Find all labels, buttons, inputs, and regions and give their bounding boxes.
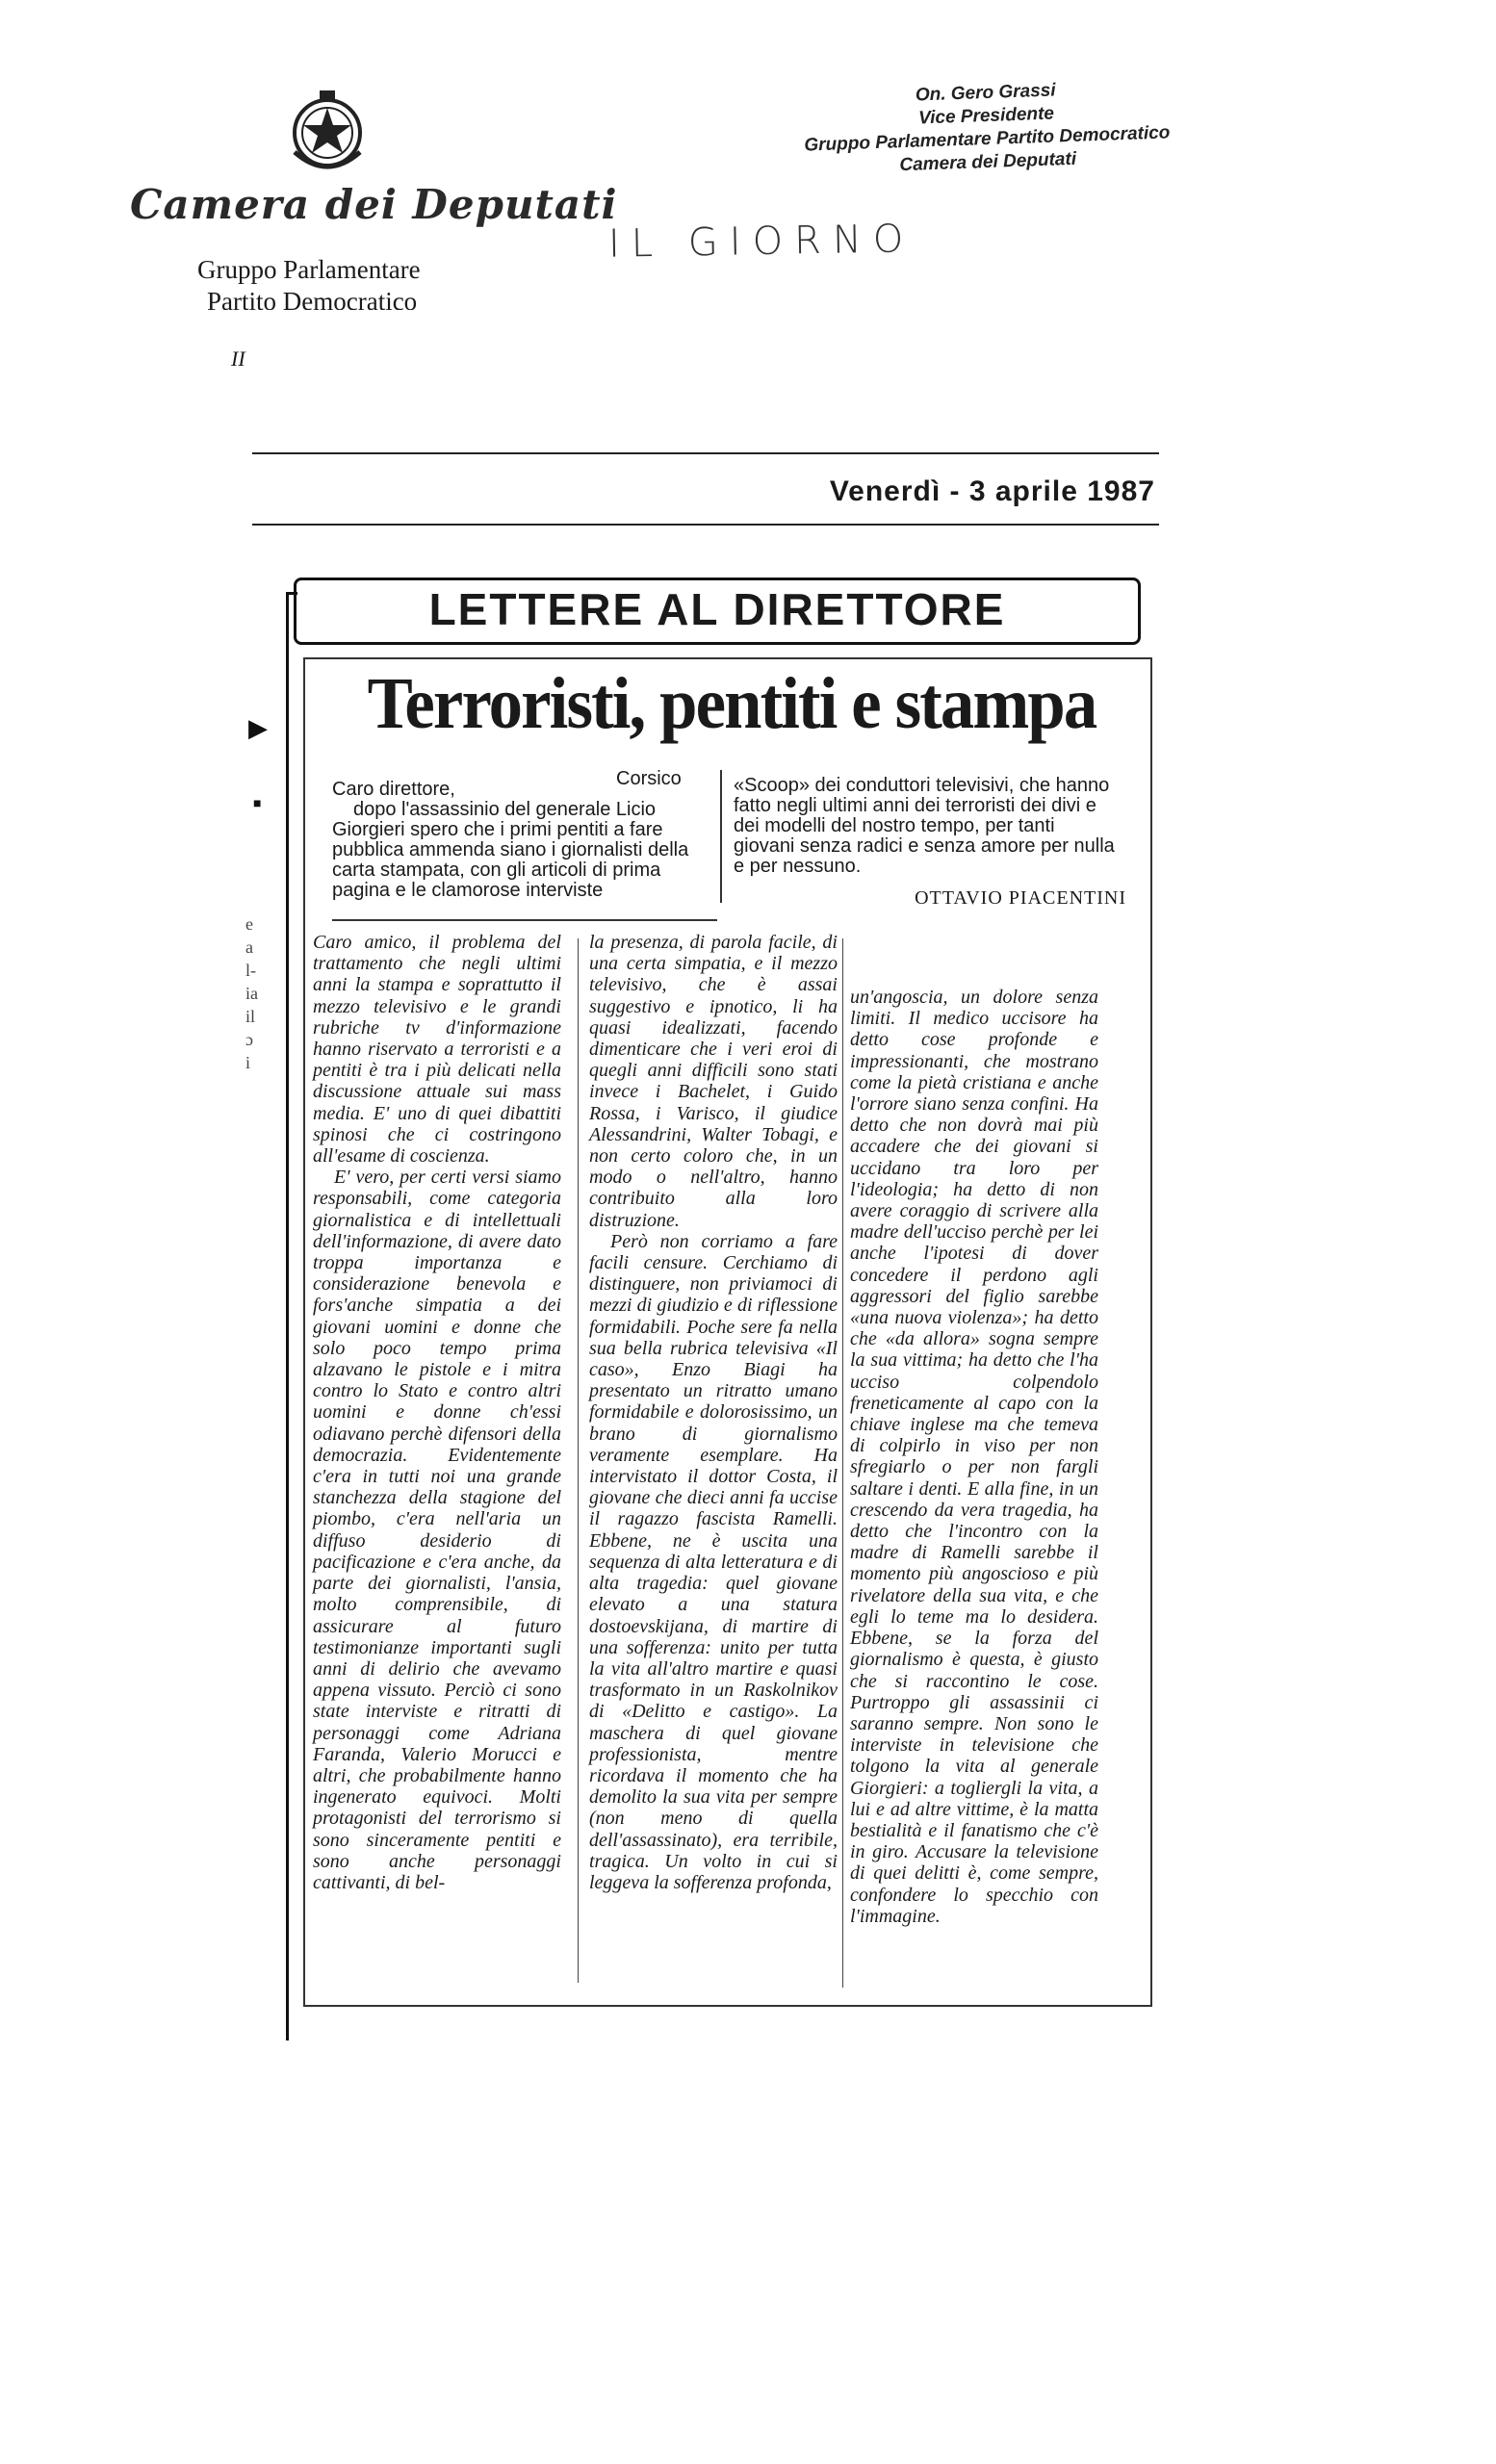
letterhead-partito: Partito Democratico xyxy=(207,287,418,310)
column-divider xyxy=(842,938,843,1988)
header-rule-top xyxy=(252,452,1159,454)
letter-divider xyxy=(720,770,722,903)
margin-fragment: il xyxy=(245,1007,256,1026)
reply-paragraph: un'angoscia, un dolore senza limiti. Il medico uccisore ha detto cose profonde e impressionanti, che mostrano come la pietà cristiana e anche l'orrore siano senza confini. Ha detto che non dovrà mai più accadere che dei giovani si uccidano tra loro per l'ideologia; ha detto di non avere coraggio di scrivere alla madre dell'ucciso perchè per lei anche l'ipotesi di dover concedere il perdono agli aggressori del figlio sarebbe «una nuova violenza»; ha detto che «da allora» sogna sempre la sua vittima; ha detto che l'ha ucciso colpendolo freneticamente al capo con la chiave inglese ma che temeva di colpirlo in viso per non sfregiarlo o per non fargli saltare i denti. E alla fine, in un crescendo da vera tragedia, ha detto che l'incontro con la madre di Ramelli sarebbe il momento più angoscioso e più rivelatore della sua vita, e che egli lo teme ma lo desidera. Ebbene, se la forza del giornalismo è questa, è giusto che si raccontino le cose. Purtroppo gli assassinii ci saranno sempre. Non sono le interviste in televisione che tolgono la vita al generale Giorgieri: a togliergli la vita, a lui e ad altre vittime, è la matta bestialità e il fanatismo che c'è in giro. Accusare la televisione di quei delitti è, come sempre, confondere lo specchio con l'immagine. xyxy=(850,987,1098,1927)
reply-column-2 xyxy=(589,932,838,1893)
reply-paragraph: E' vero, per certi versi siamo responsabili, come categoria giornalistica e di intellettuali dell'informazione, di avere dato troppa importanza e considerazione benevola e fors'anche simpatia a dei giovani uomini e donne che solo poco tempo prima alzavano le pistole e i mitra contro lo Stato e contro altri uomini e donne ch'essi odiavano perchè difensori della democrazia. Evidentemente c'era in tutti noi una grande stanchezza della stagione del piombo, c'era nell'aria un diffuso desiderio di pacificazione e c'era anche, da parte dei giornalisti, l'ansia, molto comprensibile, di assicurare al futuro testimonianze importanti sugli anni di delirio che avevamo appena vissuto. Perciò ci sono state interviste e ritratti di personaggi come Adriana Faranda, Valerio Morucci e altri, che probabilmente hanno ingenerato equivoci. Molti protagonisti del terrorismo si sono sinceramente pentiti e sono anche personaggi cattivanti, di bel- xyxy=(313,1167,561,1893)
margin-square-icon: ■ xyxy=(253,797,262,811)
handwritten-newspaper-name: IL GIORNO xyxy=(607,217,916,267)
margin-fragment: l- xyxy=(245,961,256,980)
margin-fragment: e xyxy=(245,914,253,934)
scan-bottom-area xyxy=(0,2042,1496,2464)
reader-letter-right xyxy=(734,776,1119,877)
reply-paragraph: Però non corriamo a fare facili censure. Cerchiamo di distinguere, non priviamoci di mezzi di giudizio e di riflessione formidabili. Poche sere fa nella sua bella rubrica televisiva «Il caso», Enzo Biagi ha presentato un ritratto umano formidabile e dolorosissimo, un brano di giornalismo veramente esemplare. Ha intervistato il dottor Costa, il giovane che dieci anni fa uccise il ragazzo fascista Ramelli. Ebbene, ne è uscita una sequenza di alta letteratura e di alta tragedia: quel giovane elevato a una statura dostoevskijana, di martire di una sofferenza: unito per tutta la vita all'altro martire e quasi trasformato in un Raskolnikov di «Delitto e castigo». La maschera di quel giovane professionista, mentre ricordava il momento che ha demolito la sua vita per sempre (non meno di quella dell'assassinato), era terribile, tragica. Un volto in cui si leggeva la sofferenza profonda, xyxy=(589,1230,838,1893)
letterhead-camera-dei-deputati: Camera dei Deputati xyxy=(130,181,618,228)
reply-column-3 xyxy=(850,987,1098,1927)
reader-letter-left xyxy=(332,780,712,901)
letter-place: Corsico xyxy=(616,768,682,789)
letter-rule xyxy=(332,919,717,921)
letterhead-gruppo: Gruppo Parlamentare xyxy=(197,255,421,284)
letter-body-right: «Scoop» dei conduttori televisivi, che hanno fatto negli ultimi anni dei terroristi dei divi e dei modelli del nostro tempo, per tanti giovani senza radici e senza amore per nulla e per nessuno. xyxy=(734,775,1115,877)
column-divider xyxy=(578,938,579,1983)
header-rule-bottom xyxy=(252,524,1159,526)
reply-paragraph: Caro amico, il problema del trattamento che negli ultimi anni la stampa e soprattutto il mezzo televisivo e le grandi rubriche tv d'informazione hanno riservato a terroristi e a pentiti è tra i più delicati nella discussione attuale sui mass media. E' uno di quei dibattiti spinosi che ci costringono all'esame di coscienza. xyxy=(313,932,561,1168)
banner-bracket xyxy=(286,592,297,2040)
margin-fragment: a xyxy=(245,937,253,957)
stamp-line: On. Gero Grassi xyxy=(915,80,1056,106)
stamp-line: Gruppo Parlamentare Partito Democratico xyxy=(804,122,1171,156)
headline: Terroristi, pentiti e stampa xyxy=(367,663,1096,744)
margin-arrow-icon: ▶ xyxy=(248,714,268,742)
reply-column-1 xyxy=(313,932,561,1893)
publication-date: Venerdì - 3 aprile 1987 xyxy=(829,475,1155,507)
republic-emblem-icon xyxy=(281,85,374,181)
section-title: LETTERE AL DIRETTORE xyxy=(428,584,1006,634)
letter-signature: OTTAVIO PIACENTINI xyxy=(915,887,1126,909)
letter-body-left: dopo l'assassinio del generale Licio Giorgieri spero che i primi pentiti a fare pubblica ammenda siano i giornalisti della carta stampata, con gli articoli di prima pagina e le clamorose interviste xyxy=(332,799,689,901)
margin-fragment: ɔ xyxy=(245,1030,253,1049)
reply-paragraph: la presenza, di parola facile, di una certa simpatia, e il mezzo televisivo, che è assai suggestivo e ipnotico, li ha quasi idealizzati, facendo dimenticare che i veri eroi di quegli anni difficili sono stati invece i Bachelet, i Guido Rossa, i Varisco, il giudice Alessandrini, Walter Tobagi, e non certo coloro che, in un modo o nell'altro, hanno contribuito alla loro distruzione. xyxy=(589,932,838,1231)
margin-fragments xyxy=(245,912,274,1074)
margin-fragment: i xyxy=(245,1053,251,1072)
letterhead-mark: II xyxy=(231,346,245,371)
deputy-stamp xyxy=(773,74,1199,181)
stamp-line: Camera dei Deputati xyxy=(899,148,1077,176)
letter-salutation: Caro direttore, xyxy=(332,779,455,800)
margin-fragment: ia xyxy=(245,984,258,1003)
stamp-line: Vice Presidente xyxy=(917,103,1055,129)
